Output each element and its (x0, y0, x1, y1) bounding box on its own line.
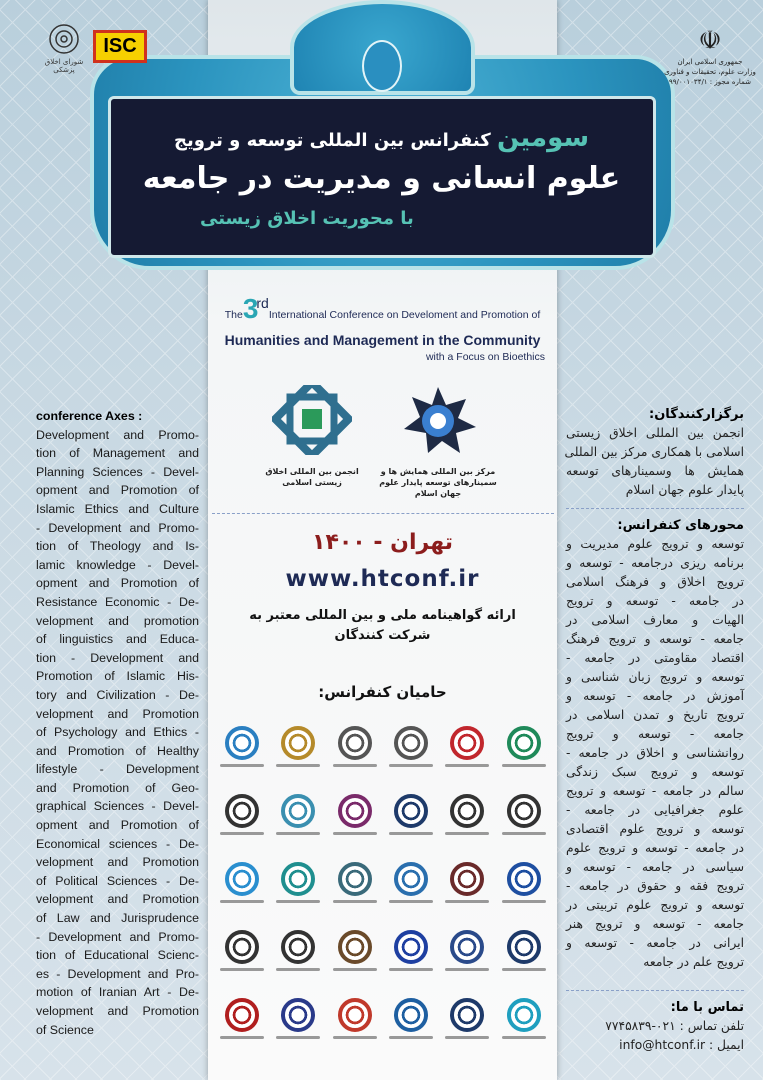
text-line: velopment and Promotion (36, 1004, 199, 1018)
sponsor-caption (220, 832, 264, 835)
left-logo-caption: شورای اخلاق پزشکی (44, 58, 84, 74)
text-line: پایدار علوم جهان اسلام (625, 483, 744, 497)
permit-number: شماره مجوز : ۹۹/۰۰۱۰۳۴/۱ (669, 78, 751, 86)
sponsor-caption (502, 968, 546, 971)
sponsor-caption (220, 1036, 264, 1039)
text-line: جامعه - توسعه و ترویج هنر (566, 917, 744, 931)
sponsor-caption (276, 832, 320, 835)
sponsor-emblem-icon (394, 794, 428, 828)
text-line: در جامعه - توسعه و ترویج (566, 594, 744, 608)
sponsor-logo (383, 926, 439, 974)
axes-fa-title: محورهای کنفرانس: (617, 518, 744, 533)
sponsor-emblem-icon (450, 726, 484, 760)
sponsor-logo (327, 994, 383, 1042)
sponsor-logo (214, 994, 270, 1042)
text-line: and Promotion of Healthy (36, 743, 199, 758)
en-suffix: rd (256, 295, 269, 311)
text-line: velopment and promotion (36, 613, 199, 628)
text-line: ترویج اخلاق و فرهنگ اسلامی (566, 575, 744, 589)
organizer-name-2: انجمن بین المللی اخلاق زیستی اسلامی (265, 467, 359, 487)
sponsor-logo (270, 994, 326, 1042)
sponsor-caption (445, 764, 489, 767)
divider (212, 513, 554, 514)
organizers-title: برگزارکنندگان: (649, 407, 744, 422)
sponsor-emblem-icon (338, 998, 372, 1032)
text-line: Economical sciences - De- (36, 836, 199, 851)
text-line: opment and Promotion of (36, 818, 199, 833)
sponsor-caption (333, 764, 377, 767)
sponsor-logo (214, 926, 270, 974)
text-line: - Development and Promo- (36, 929, 199, 944)
sponsor-emblem-icon (281, 930, 315, 964)
email-link[interactable]: info@htconf.ir (619, 1038, 706, 1052)
text-line: سالم در جامعه - توسعه و ترویج (566, 784, 744, 798)
sponsor-logo (214, 722, 270, 770)
text-line: tion of Theology and Is- (36, 539, 199, 554)
sponsor-caption (502, 900, 546, 903)
sponsor-logo (327, 858, 383, 906)
arch-medallion (362, 40, 402, 92)
sponsor-emblem-icon (450, 998, 484, 1032)
medical-ethics-council-logo (40, 22, 88, 82)
sponsor-emblem-icon (225, 794, 259, 828)
text-line: سیاسی در جامعه - توسعه و (566, 860, 744, 874)
text-line: graphical Sciences - Devel- (36, 799, 199, 814)
text-line: opment and Promotion of (36, 576, 199, 591)
text-line: ترویج تاریخ و تمدن اسلامی در (566, 708, 744, 722)
interlaced-square-logo-icon (272, 385, 352, 455)
text-line: - Development and Promo- (36, 520, 199, 535)
sponsor-logo (439, 858, 495, 906)
iran-emblem-icon: ☫ (698, 26, 722, 56)
sponsor-logo (439, 722, 495, 770)
text-line: of Psychology and Ethics - (36, 725, 199, 740)
sponsor-logo (270, 858, 326, 906)
sponsor-emblem-icon (394, 862, 428, 896)
en-the: The (224, 309, 243, 321)
sponsor-logo (383, 722, 439, 770)
title-line-2: علوم انسانی و مدیریت در جامعه (142, 161, 621, 196)
sponsor-emblem-icon (450, 930, 484, 964)
sponsor-emblem-icon (225, 726, 259, 760)
sponsor-emblem-icon (507, 794, 541, 828)
sponsor-logo (496, 858, 552, 906)
text-line: tory and Civilization - De- (36, 687, 199, 702)
text-line: opment and Promotion of (36, 483, 199, 498)
sponsor-caption (276, 764, 320, 767)
conference-axes-persian (566, 516, 744, 972)
english-title-line-3: with a Focus on Bioethics (425, 351, 545, 363)
website-link[interactable]: www.htconf.ir (285, 566, 480, 592)
phone-number[interactable]: ۰۲۱-۷۷۴۵۸۳۹ (605, 1019, 676, 1033)
sponsor-emblem-icon (338, 726, 372, 760)
sponsor-caption (502, 832, 546, 835)
sponsor-logo (214, 790, 270, 838)
conference-axes-english (36, 407, 199, 1039)
text-line: توسعه و ترویج علوم اقتصادی (566, 822, 744, 836)
sponsor-caption (445, 1036, 489, 1039)
sponsor-logo (270, 790, 326, 838)
text-line: Planning Sciences - Devel- (36, 464, 199, 479)
text-line: velopment and Promotion (36, 855, 199, 870)
sponsor-logo (383, 858, 439, 906)
text-line: در جامعه - توسعه و ترویج علوم (566, 841, 744, 855)
sponsor-caption (389, 900, 433, 903)
sponsor-caption (333, 900, 377, 903)
text-line: برنامه ریزی درجامعه - توسعه و (566, 556, 744, 570)
sponsor-emblem-icon (507, 930, 541, 964)
text-line: Promotion of Islamic His- (36, 669, 199, 684)
text-line: velopment and Promotion (36, 892, 199, 907)
text-line: lifestyle - Development (36, 762, 199, 777)
sponsor-emblem-icon (507, 726, 541, 760)
sponsor-emblem-icon (225, 930, 259, 964)
star-flower-logo-icon (398, 385, 478, 455)
sponsor-logo (327, 722, 383, 770)
sponsor-logo (496, 994, 552, 1042)
sponsor-logo (270, 926, 326, 974)
text-line: ترویج فقه و حقوق در جامعه - (566, 879, 744, 893)
phone-label: تلفن تماس : (679, 1019, 744, 1033)
sponsor-caption (276, 968, 320, 971)
text-line: of linguistics and Educa- (36, 632, 199, 647)
text-line: motion of Iranian Art - De- (36, 985, 199, 1000)
title-line-1-text: کنفرانس بین المللی توسعه و ترویج (173, 130, 491, 151)
sponsor-logo (214, 858, 270, 906)
english-title-line-1 (210, 293, 555, 329)
email-label: ایمیل : (708, 1038, 744, 1052)
text-line: روانشناسی و اخلاق در جامعه - (566, 746, 744, 760)
emblem-text-1: جمهوری اسلامی ایران (677, 58, 743, 66)
text-line: جامعه - توسعه و ترویج فرهنگ (566, 632, 744, 646)
sponsor-logo (496, 926, 552, 974)
sponsor-emblem-icon (281, 862, 315, 896)
text-line: آموزش در جامعه - توسعه و (566, 689, 744, 703)
text-line: جامعه - توسعه و ترویج (566, 727, 744, 741)
sponsor-emblem-icon (450, 862, 484, 896)
sponsor-emblem-icon (281, 794, 315, 828)
iran-emblem (660, 25, 760, 87)
sponsor-logo (439, 926, 495, 974)
sponsor-emblem-icon (394, 930, 428, 964)
sponsor-emblem-icon (225, 998, 259, 1032)
sponsor-emblem-icon (507, 862, 541, 896)
sponsor-caption (502, 1036, 546, 1039)
organizers-section (566, 405, 744, 500)
text-line: tion of Management and (36, 446, 199, 461)
sponsor-caption (445, 832, 489, 835)
sponsor-caption (445, 968, 489, 971)
sponsor-emblem-icon (394, 998, 428, 1032)
en-line-1: International Conference on Develoment and Promotion of (268, 309, 541, 321)
sponsor-logo (327, 790, 383, 838)
text-line: همایش ها وسمینارهای توسعه (566, 464, 744, 478)
text-line: ایرانی در جامعه - توسعه و (566, 936, 744, 950)
certificate-note: ارائه گواهینامه ملی و بین المللی معتبر به شرکت کنندگان (249, 608, 516, 643)
text-line: ترویج علم در جامعه (643, 955, 744, 969)
sponsor-caption (502, 764, 546, 767)
sponsor-logo (383, 790, 439, 838)
sponsor-emblem-icon (507, 998, 541, 1032)
sponsor-caption (333, 968, 377, 971)
organizer-logo-center (368, 385, 508, 499)
text-line: tion - Development and (36, 650, 199, 665)
text-line: tion of Educational Scienc- (36, 948, 199, 963)
sponsor-logo (496, 790, 552, 838)
text-line: توسعه و ترویج زبان شناسی و (566, 670, 744, 684)
sponsor-logo (327, 926, 383, 974)
text-line: اسلامی با همکاری مرکز بین المللی (564, 445, 744, 459)
text-line: es - Development and Pro- (36, 966, 199, 981)
sponsor-emblem-icon (338, 862, 372, 896)
sponsor-logo (439, 790, 495, 838)
sponsor-caption (389, 1036, 433, 1039)
sponsor-logo (439, 994, 495, 1042)
isc-logo: ISC (93, 30, 147, 63)
sponsor-emblem-icon (281, 998, 315, 1032)
sponsor-caption (220, 968, 264, 971)
sponsors-title: حامیان کنفرانس: (318, 683, 447, 701)
text-line: of Law and Jurisprudence (36, 911, 199, 926)
sponsor-logos-grid (214, 722, 552, 1042)
title-line-1 (0, 123, 763, 156)
text-line: انجمن بین المللی اخلاق زیستی (566, 426, 744, 440)
sponsor-emblem-icon (281, 726, 315, 760)
sponsor-caption (333, 832, 377, 835)
axes-en-title: conference Axes : (36, 409, 143, 423)
text-line: lamic knowledge - Devel- (36, 557, 199, 572)
text-line: الهیات و معارف اسلامی در (566, 613, 744, 627)
sponsor-caption (220, 900, 264, 903)
title-ordinal: سومین (497, 123, 590, 153)
sponsor-caption (445, 900, 489, 903)
text-line: توسعه و ترویج سبک زندگی (566, 765, 744, 779)
text-line: and Promotion of Geo- (36, 780, 199, 795)
divider (566, 990, 744, 991)
sponsor-emblem-icon (338, 794, 372, 828)
sponsor-emblem-icon (338, 930, 372, 964)
text-line: of Science (36, 1022, 94, 1037)
text-line: Development and Promo- (36, 427, 199, 442)
sponsor-caption (389, 832, 433, 835)
text-line: of Political Sciences - De- (36, 873, 199, 888)
sponsor-emblem-icon (450, 794, 484, 828)
contact-section (566, 998, 744, 1055)
sponsor-caption (389, 968, 433, 971)
sponsor-emblem-icon (225, 862, 259, 896)
sponsor-caption (333, 1036, 377, 1039)
emblem-text-2: وزارت علوم، تحقیقات و فناوری (664, 68, 756, 76)
text-line: اقتصاد مقاومتی در جامعه - (566, 651, 744, 665)
text-line: Islamic Ethics and Culture (36, 501, 199, 516)
english-title-line-2: Humanities and Management in the Community (224, 332, 541, 348)
flower-emblem-icon (47, 22, 81, 56)
text-line: velopment and Promotion (36, 706, 199, 721)
sponsor-caption (276, 900, 320, 903)
sponsor-logo (270, 722, 326, 770)
organizer-logo-society (262, 385, 362, 488)
sponsor-caption (220, 764, 264, 767)
text-line: توسعه و ترویج علوم مدیریت و (566, 537, 744, 551)
title-subtitle: با محوریت اخلاق زیستی (200, 208, 414, 229)
organizer-name-1: مرکز بین المللی همایش ها و سمینارهای توسعه پایدار علوم جهان اسلام (379, 467, 497, 498)
contact-title: تماس با ما: (670, 1000, 744, 1015)
sponsor-caption (276, 1036, 320, 1039)
text-line: علوم جغرافیایی در جامعه - (566, 803, 744, 817)
sponsor-caption (389, 764, 433, 767)
text-line: Resistance Economic - De- (36, 594, 199, 609)
en-number: 3 (242, 293, 259, 324)
text-line: توسعه و ترویج علوم تربیتی در (566, 898, 744, 912)
city-year: تهران - ۱۴۰۰ (312, 530, 453, 555)
sponsor-logo (383, 994, 439, 1042)
sponsor-emblem-icon (394, 726, 428, 760)
divider (566, 508, 744, 509)
sponsor-logo (496, 722, 552, 770)
